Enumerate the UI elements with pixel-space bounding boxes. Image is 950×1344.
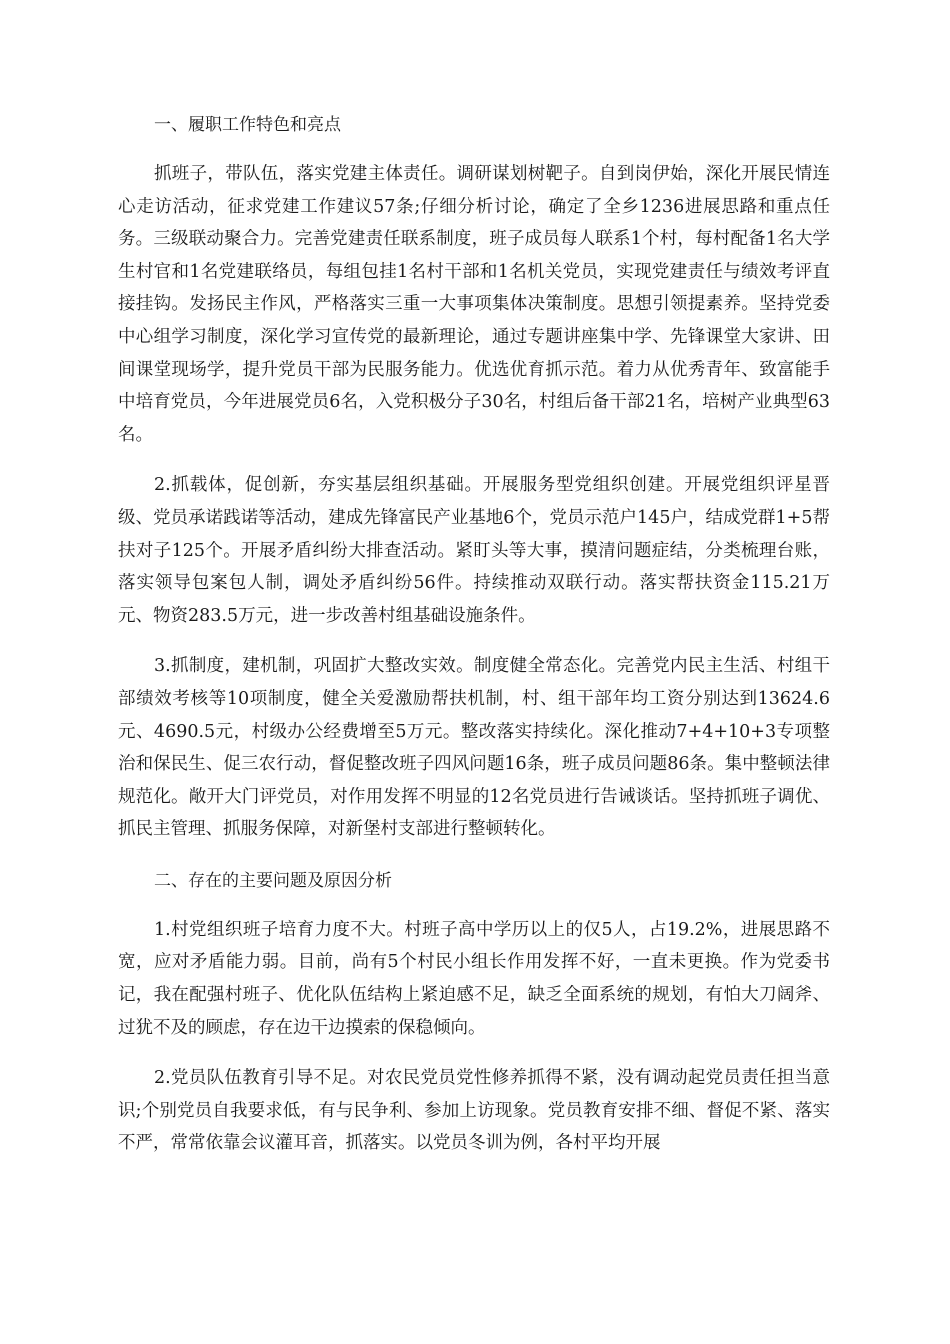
section-heading-1: 一、履职工作特色和亮点 — [154, 115, 341, 135]
paragraph-1-3: 3.抓制度，建机制，巩固扩大整改实效。制度健全常态化。完善党内民主生活、村组干部绩效考核等10项制度，健全关爱激励帮扶机制，村、组干部年均工资分别达到13624.6元、4690.5元，村级办公经费增至5万元。整改落实持续化。深化推动7+4+10+3专项整治和保民生、促三农行动，督促整改班子四风问题16条，班子成员问题86条。集中整顿法律规范化。敞开大门评党员，对作用发挥不明显的12名党员进行告诫谈话。坚持抓班子调优、抓民主管理、抓服务保障，对新堡村支部进行整顿转化。 — [118, 656, 830, 840]
document-page — [118, 108, 830, 1160]
paragraph-1-2: 2.抓载体，促创新，夯实基层组织基础。开展服务型党组织创建。开展党组织评星晋级、党员承诺践诺等活动，建成先锋富民产业基地6个，党员示范户145户，结成党群1+5帮扶对子125个。开展矛盾纠纷大排查活动。紧盯头等大事，摸清问题症结，分类梳理台账，落实领导包案包人制，调处矛盾纠纷56件。持续推动双联行动。落实帮扶资金115.21万元、物资283.5万元，进一步改善村组基础设施条件。 — [118, 475, 830, 626]
paragraph-2-1: 1.村党组织班子培育力度不大。村班子高中学历以上的仅5人，占19.2%，进展思路不宽，应对矛盾能力弱。目前，尚有5个村民小组长作用发挥不好，一直未更换。作为党委书记，我在配强村班子、优化队伍结构上紧迫感不足，缺乏全面系统的规划，有怕大刀阔斧、过犹不及的顾虑，存在边干边摸索的保稳倾向。 — [118, 919, 830, 1038]
paragraph-1-1: 抓班子，带队伍，落实党建主体责任。调研谋划树靶子。自到岗伊始，深化开展民情连心走访活动，征求党建工作建议57条;仔细分析讨论，确定了全乡1236进展思路和重点任务。三级联动聚合力。完善党建责任联系制度，班子成员每人联系1个村，每村配备1名大学生村官和1名党建联络员，每组包挂1名村干部和1名机关党员，实现党建责任与绩效考评直接挂钩。发扬民主作风，严格落实三重一大事项集体决策制度。思想引领提素养。坚持党委中心组学习制度，深化学习宣传党的最新理论，通过专题讲座集中学、先锋课堂大家讲、田间课堂现场学，提升党员干部为民服务能力。优选优育抓示范。着力从优秀青年、致富能手中培育党员，今年进展党员6名，入党积极分子30名，村组后备干部21名，培树产业典型63名。 — [118, 164, 830, 445]
section-heading-2: 二、存在的主要问题及原因分析 — [154, 870, 392, 891]
paragraph-2-2: 2.党员队伍教育引导不足。对农民党员党性修养抓得不紧，没有调动起党员责任担当意识;个别党员自我要求低，有与民争利、参加上访现象。党员教育安排不细、督促不紧、落实不严，常常依靠会议灌耳音，抓落实。以党员冬训为例，各村平均开展 — [118, 1068, 830, 1154]
